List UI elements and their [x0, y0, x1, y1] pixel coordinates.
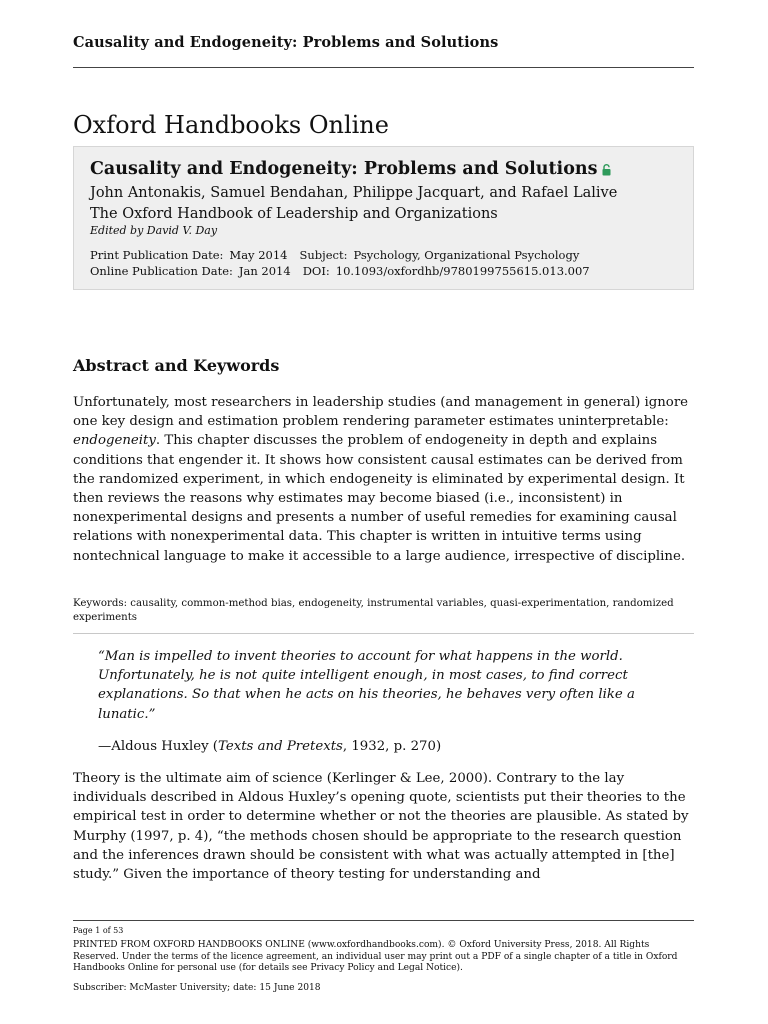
body-paragraph: Theory is the ultimate aim of science (Kerlinger & Lee, 2000). Contrary to the lay individuals described in Aldous Huxley’s opening quote, scientists put their theories to the empirical test in order to determine whether or not the theories are plausible. As stated by Murphy (1997, p. 4), “the methods chosen should be appropriate to the research question and the inferences drawn should be consistent with what was actually attempted in [the] study.” Given the importance of theory testing for understanding and	[73, 771, 689, 883]
attribution-work: Texts and Pretexts	[218, 739, 343, 754]
header-divider	[73, 67, 694, 68]
doi-label: DOI:	[302, 264, 330, 278]
attribution-prefix: —Aldous Huxley (	[98, 739, 218, 754]
abstract-italic-term: endogeneity	[73, 433, 156, 449]
online-publication-line	[90, 264, 590, 278]
chapter-title[interactable]: Causality and Endogeneity: Problems and Solutions	[90, 159, 598, 179]
footer-divider	[73, 920, 694, 921]
running-head: Causality and Endogeneity: Problems and Solutions	[73, 34, 499, 51]
editor-credit: Edited by David V. Day	[90, 224, 218, 237]
doi-value[interactable]: 10.1093/oxfordhb/9780199755615.013.007	[335, 264, 590, 278]
epigraph-quote: “Man is impelled to invent theories to account for what happens in the world. Unfortunately, he is not quite intelligent enough, in most cases, to find correct explanations. So that when he acts on his theories, he behaves very often like a lunatic.”	[98, 649, 635, 722]
chapter-authors: John Antonakis, Samuel Bendahan, Philippe Jacquart, and Rafael Lalive	[90, 185, 618, 201]
printed-notice: PRINTED FROM OXFORD HANDBOOKS ONLINE (www.oxfordhandbooks.com). © Oxford University Press, 2018. All Rights Reserved. Under the terms of the licence agreement, an individual user may print out a PDF of a single chapter of a title in Oxford Handbooks Online for personal use (for details see Privacy Policy and Legal Notice).	[73, 940, 678, 974]
abstract-text-start: Unfortunately, most researchers in leadership studies (and management in general) ignore one key design and estimation problem rendering parameter estimates uninterpretable:	[73, 395, 689, 430]
subject-value[interactable]: Psychology, Organizational Psychology	[353, 248, 580, 262]
page-number: Page 1 of 53	[73, 926, 124, 935]
print-pub-date: May 2014	[229, 248, 288, 262]
subscriber-info: Subscriber: McMaster University; date: 15 June 2018	[73, 983, 321, 993]
print-publication-line	[90, 248, 579, 262]
online-pub-label: Online Publication Date:	[90, 264, 233, 278]
print-pub-label: Print Publication Date:	[90, 248, 224, 262]
keywords-list: causality, common-method bias, endogeneity, instrumental variables, quasi-experimentation, randomized experiments	[73, 598, 674, 623]
subject-label: Subject:	[299, 248, 348, 262]
handbook-title: The Oxford Handbook of Leadership and Organizations	[90, 206, 498, 222]
abstract-heading: Abstract and Keywords	[73, 356, 280, 375]
chapter-title-line	[90, 159, 611, 181]
online-pub-date: Jan 2014	[238, 264, 291, 278]
chapter-metadata-box	[73, 146, 694, 290]
abstract-text	[73, 393, 698, 566]
attribution-suffix: , 1932, p. 270)	[342, 739, 442, 754]
lock-icon	[602, 161, 611, 181]
keywords	[73, 597, 698, 624]
site-title: Oxford Handbooks Online	[73, 111, 389, 139]
keywords-label: Keywords:	[73, 598, 128, 609]
keywords-divider	[73, 633, 694, 634]
epigraph-attribution	[98, 737, 441, 756]
abstract-text-end: . This chapter discusses the problem of endogeneity in depth and explains conditions that engender it. It shows how consistent causal estimates can be derived from the randomized experiment, in which endogeneity is eliminated by experimental design. It then reviews the reasons why estimates may become biased (i.e., inconsistent) in nonexperimental designs and presents a number of useful remedies for examining causal relations with nonexperimental data. This chapter is written in intuitive terms using nontechnical language to make it accessible to a large audience, irrespective of discipline.	[73, 433, 686, 564]
